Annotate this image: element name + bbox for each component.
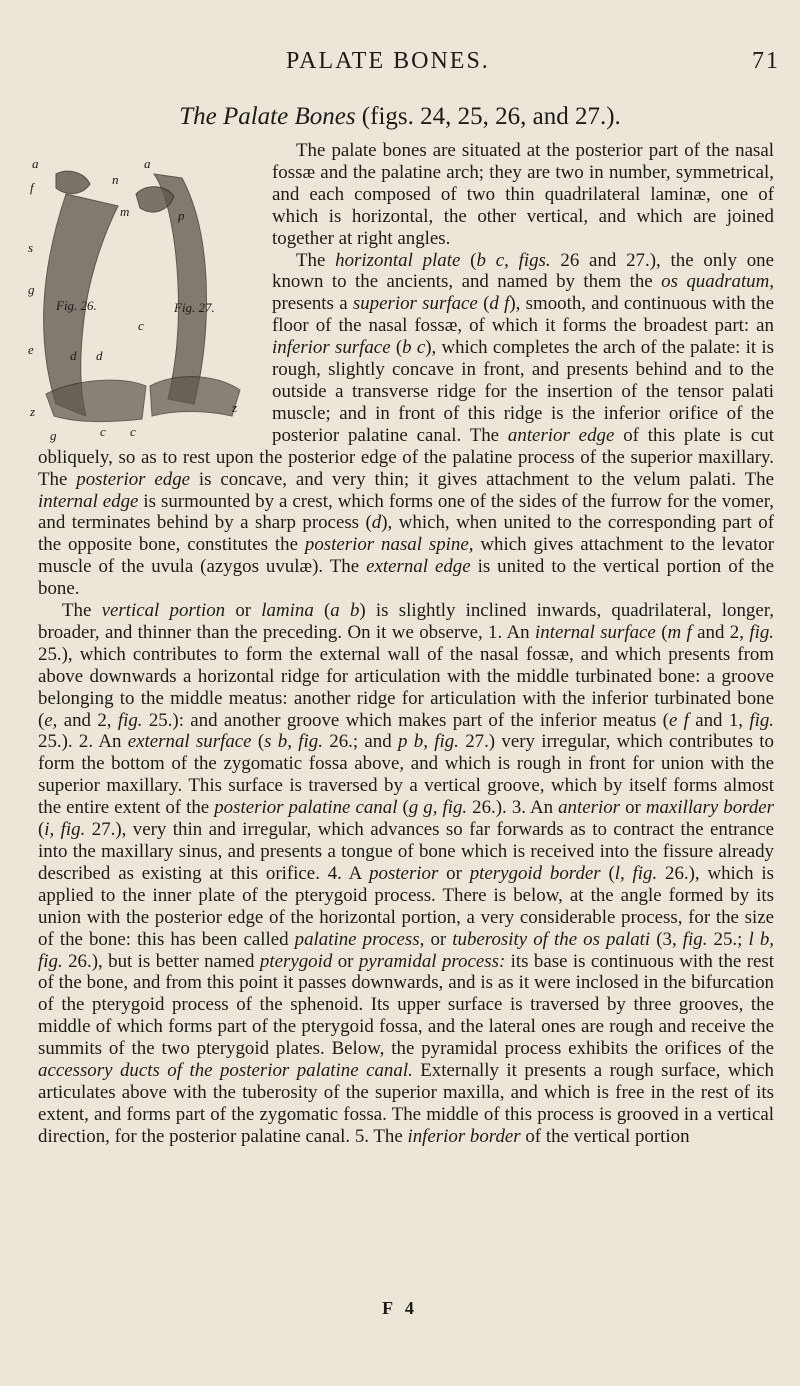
svg-text:c: c	[100, 424, 106, 439]
page-number: 71	[752, 48, 780, 74]
section-title-figs: (figs. 24, 25, 26, and 27.).	[361, 103, 621, 130]
italic-run: internal edge	[38, 490, 139, 512]
italic-run: e,	[44, 709, 58, 731]
italic-run: anterior edge	[507, 424, 615, 446]
italic-run: l b, fig.	[38, 928, 775, 972]
italic-run: a b	[330, 600, 360, 622]
italic-run: fig.	[682, 928, 708, 950]
section-title-text: The Palate Bones	[179, 103, 356, 130]
italic-run: posterior	[369, 862, 439, 884]
svg-text:d: d	[70, 348, 77, 363]
italic-run: m f	[667, 621, 692, 643]
running-title: PALATE BONES.	[286, 48, 490, 74]
svg-text:c: c	[138, 318, 144, 333]
italic-run: external edge	[366, 556, 471, 578]
italic-run: palatine process,	[294, 928, 425, 950]
fig-27-horizontal-plate	[150, 377, 240, 416]
svg-text:e: e	[28, 342, 34, 357]
italic-run: g g, fig.	[408, 797, 468, 819]
italic-run: posterior palatine canal	[214, 797, 398, 819]
palate-bone-illustration	[26, 154, 258, 444]
body-text	[28, 140, 775, 1148]
italic-run: maxillary border	[645, 797, 774, 819]
italic-run: fig.	[749, 709, 774, 731]
italic-run: d	[371, 512, 382, 534]
italic-run: accessory ducts of the posterior palatine canal.	[38, 1060, 413, 1082]
svg-text:z: z	[30, 404, 36, 419]
italic-run: pterygoid	[259, 950, 333, 972]
svg-text:z: z	[232, 400, 238, 415]
italic-run: pyramidal process:	[358, 950, 506, 972]
italic-run: l, fig.	[614, 862, 658, 884]
svg-text:a: a	[32, 156, 39, 171]
fig-27-label: Fig. 27.	[174, 300, 215, 315]
italic-run: anterior	[558, 797, 621, 819]
italic-run: inferior border	[407, 1125, 521, 1147]
italic-run: tuberosity of the os palati	[452, 928, 651, 950]
svg-text:c: c	[130, 424, 136, 439]
anatomical-figure	[26, 154, 258, 444]
italic-run: p b, fig.	[398, 731, 459, 753]
italic-run: os quadratum,	[661, 271, 774, 293]
italic-run: e f	[668, 709, 689, 731]
svg-text:a: a	[144, 156, 151, 171]
svg-text:m: m	[120, 204, 130, 219]
svg-text:f: f	[30, 180, 34, 195]
svg-text:s: s	[28, 240, 34, 255]
italic-run: horizontal plate	[335, 249, 461, 271]
section-title	[0, 103, 800, 131]
paragraph: The palate bones are situated at the posterior part of the nasal fossæ and the palatine arch; they are two in number, symmetrical, and each composed of two thin quadrilateral laminæ, one of which is horizontal, the other vertical, and which are joined together at right angles.	[272, 140, 774, 249]
svg-text:d: d	[96, 348, 103, 363]
italic-run: external surface	[127, 731, 252, 753]
italic-run: s b, fig.	[264, 731, 323, 753]
paragraph: The horizontal plate (b c, figs. 26 and 27.), the only one known to the ancients, and named by them the os quadratum, presents a superior surface (d f), smooth, and continuous with the floor of the nasal fossæ, of which it forms the broadest part: an inferior surface (b c), which completes the arch of the palate: it is rough, slightly concave in front, and presents behind and to the outside a transverse ridge for the insertion of the tensor palati muscle; and in front of this ridge is the inferior orifice of the posterior palatine canal. The anterior edge of this plate is cut obliquely, so as to rest upon the posterior edge of the palatine process of the superior maxillary. The posterior edge is concave, and very thin; it gives attachment to the velum palati. The internal edge is surmounted by a crest, which forms one of the sides of the furrow for the vomer, and terminates behind by a sharp process (d), which, when united to the corresponding part of the opposite bone, constitutes the posterior nasal spine, which gives attachment to the levator muscle of the uvula (azygos uvulæ). The external edge is united to the vertical portion of the bone.	[38, 249, 775, 600]
italic-run: lamina	[261, 600, 314, 622]
svg-text:n: n	[112, 172, 119, 187]
italic-run: d f	[489, 293, 510, 315]
italic-run: fig.	[117, 709, 143, 731]
italic-run: b c, figs.	[476, 249, 551, 271]
italic-run: superior surface	[352, 293, 478, 315]
italic-run: vertical portion	[101, 600, 226, 622]
italic-run: pterygoid border	[469, 862, 601, 884]
fig-26-orbital-process	[56, 171, 90, 193]
fig-26-label: Fig. 26.	[56, 298, 97, 313]
italic-run: b c	[402, 337, 426, 359]
italic-run: i, fig.	[44, 819, 86, 841]
signature-mark: F 4	[382, 1298, 418, 1318]
italic-run: inferior surface	[272, 337, 391, 359]
italic-run: posterior nasal spine,	[304, 534, 474, 556]
italic-run: posterior edge	[76, 468, 191, 490]
italic-run: fig.	[749, 621, 774, 643]
italic-run: internal surface	[535, 621, 656, 643]
svg-text:g: g	[50, 428, 57, 443]
svg-text:g: g	[28, 282, 35, 297]
paragraph: The vertical portion or lamina (a b) is slightly inclined inwards, quadrilateral, longer, broader, and thinner than the preceding. On it we observe, 1. An internal surface (m f and 2, fig. 25.), which contributes to form the external wall of the nasal fossæ, and which presents from above downwards a horizontal ridge for articulation with the middle turbinated bone: a groove belonging to the middle meatus: another ridge for articulation with the inferior turbinated bone (e, and 2, fig. 25.): and another groove which makes part of the inferior meatus (e f and 1, fig. 25.). 2. An external surface (s b, fig. 26.; and p b, fig. 27.) very irregular, which contributes to form the bottom of the zygomatic fossa above, and which is rough in front for union with the superior maxillary. This surface is traversed by a vertical groove, which by itself forms almost the entire extent of the posterior palatine canal (g g, fig. 26.). 3. An anterior or maxillary border (i, fig. 27.), very thin and irregular, which advances so far forwards as to contract the entrance into the maxillary sinus, and presents a tongue of bone which is received into the fissure already described as existing at this orifice. 4. A posterior or pterygoid border (l, fig. 26.), which is applied to the inner plate of the pterygoid process. There is below, at the angle formed by its union with the posterior edge of the horizontal portion, a very considerable process, for the size of the bone: this has been called palatine process, or tuberosity of the os palati (3, fig. 25.; l b, fig. 26.), but is better named pterygoid or pyramidal process: its base is continuous with the rest of the bone, and from this point it passes downwards, and is as it were inclosed in the bifurcation of the pterygoid process of the sphenoid. Its upper surface is traversed by three grooves, the middle of which forms part of the pterygoid fossa, and the lateral ones are rough and receive the summits of the two pterygoid plates. Below, the pyramidal process exhibits the orifices of the accessory ducts of the posterior palatine canal. Externally it presents a rough surface, which articulates above with the tuberosity of the superior maxilla, and which is free in the rest of its extent, and forms part of the zygomatic fossa. The middle of this process is grooved in a vertical direction, for the posterior palatine canal. 5. The inferior border of the vertical portion	[38, 600, 775, 1147]
svg-text:p: p	[178, 208, 185, 223]
